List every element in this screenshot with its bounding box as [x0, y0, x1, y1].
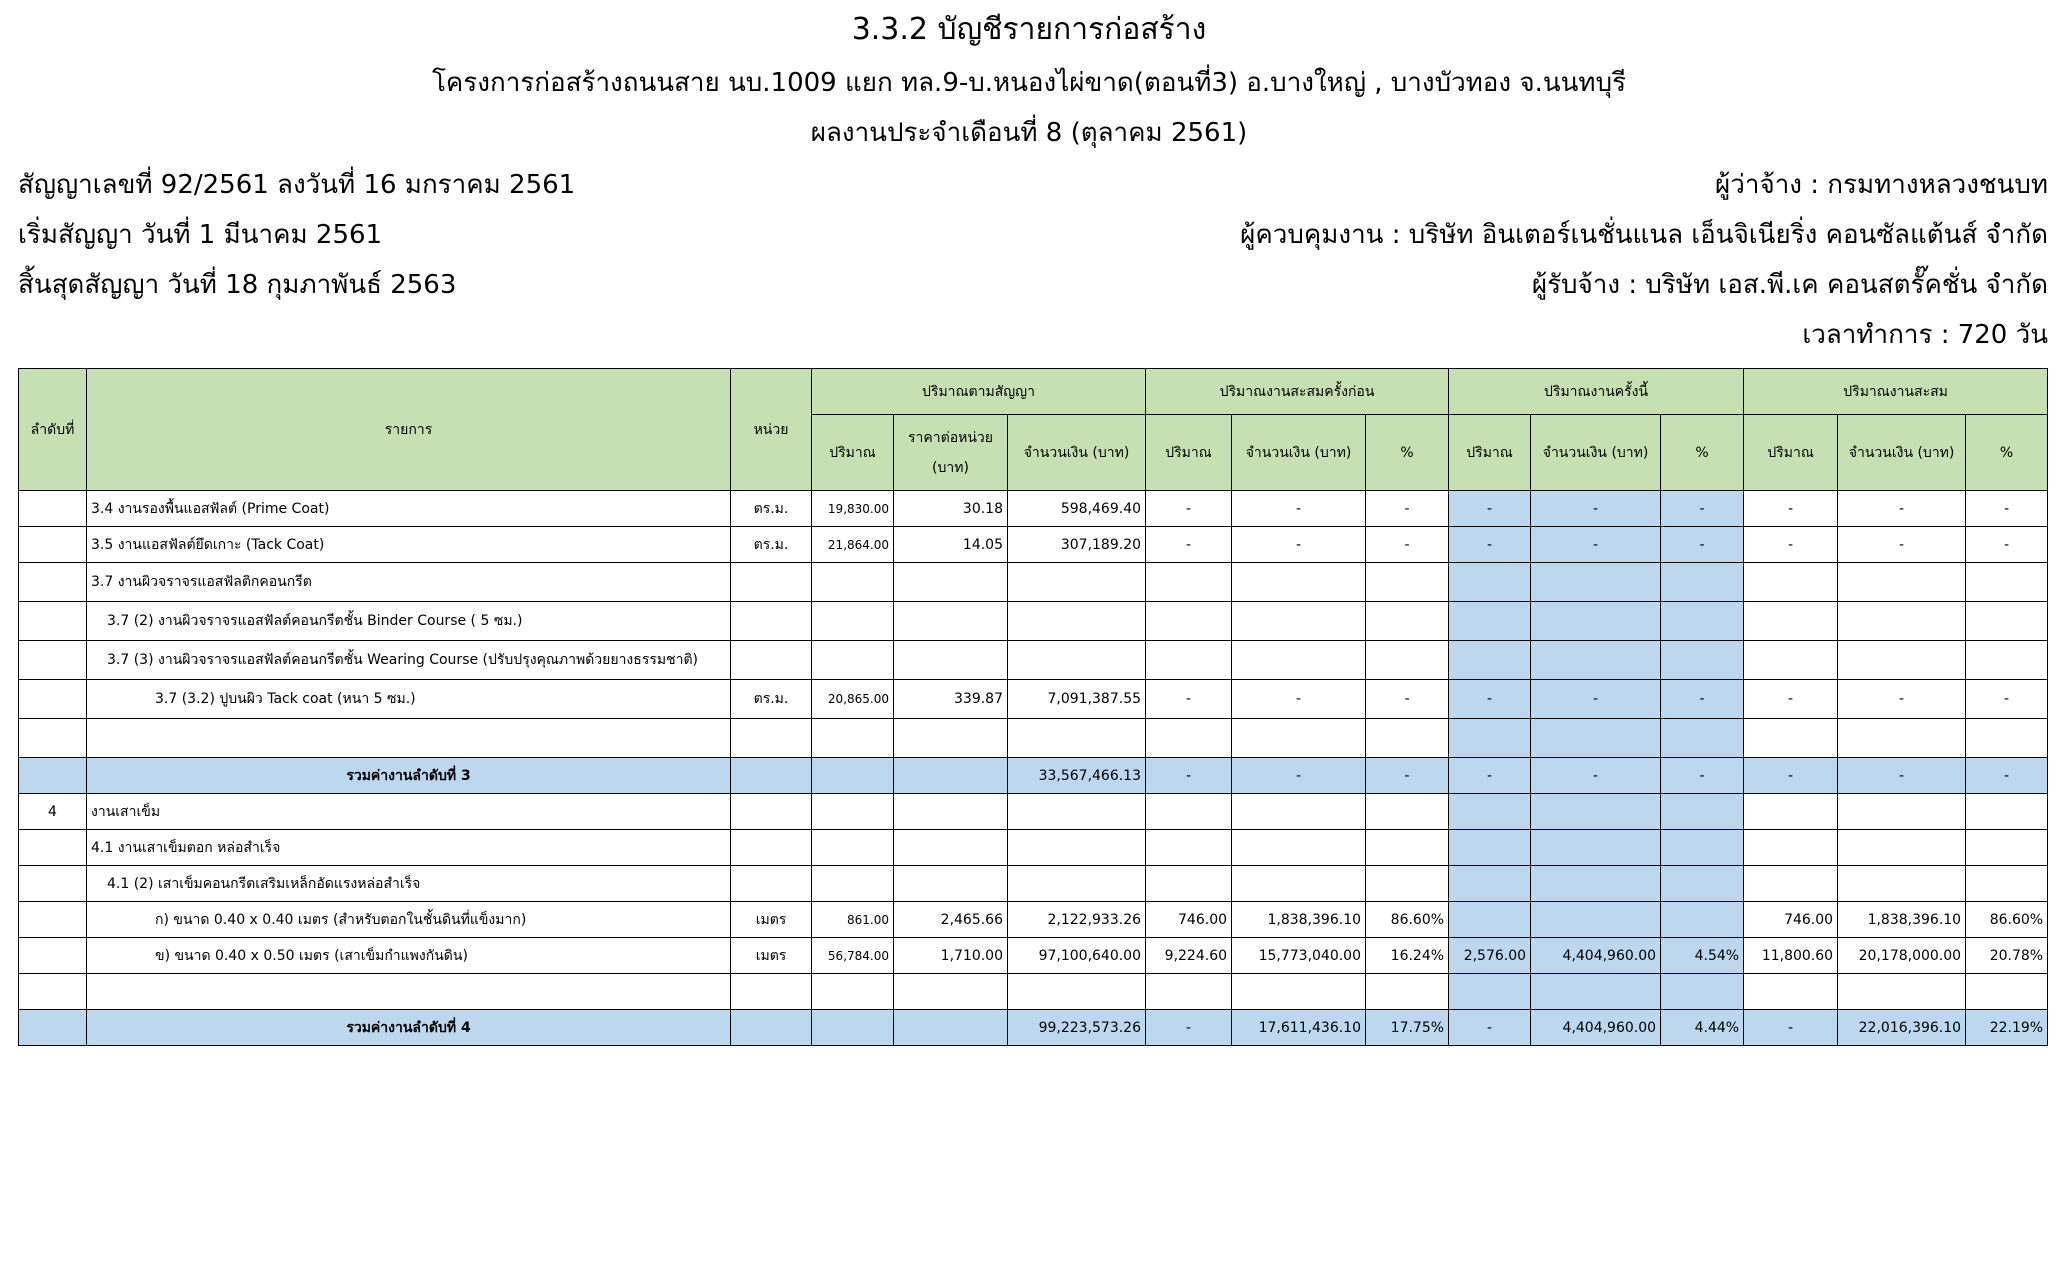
current-pct: [1661, 794, 1744, 830]
row-unit: เมตร: [731, 902, 812, 938]
row-unit-price: 14.05: [894, 527, 1008, 563]
total-pct: [1966, 641, 2048, 680]
supervisor: ผู้ควบคุมงาน : บริษัท อินเตอร์เนชั่นแนล เอ็นจิเนียริ่ง คอนซัลแต้นส์ จำกัด: [1240, 220, 2048, 250]
current-amount: [1531, 974, 1661, 1010]
row-item: [87, 974, 731, 1010]
prev-qty: [1146, 866, 1232, 902]
total-qty: -: [1744, 491, 1838, 527]
row-qty: 20,865.00: [812, 680, 894, 719]
contract-end: สิ้นสุดสัญญา วันที่ 18 กุมภาพันธ์ 2563: [18, 270, 457, 300]
col-unit: หน่วย: [731, 369, 812, 491]
row-item: รวมค่างานลำดับที่ 3: [87, 758, 731, 794]
prev-pct: -: [1366, 527, 1449, 563]
row-qty: 861.00: [812, 902, 894, 938]
prev-pct: [1366, 794, 1449, 830]
row-seq: [19, 563, 87, 602]
prev-qty: 746.00: [1146, 902, 1232, 938]
current-amount: [1531, 719, 1661, 758]
total-amount: 20,178,000.00: [1838, 938, 1966, 974]
total-qty: [1744, 563, 1838, 602]
current-pct: -: [1661, 680, 1744, 719]
row-amount: 33,567,466.13: [1008, 758, 1146, 794]
prev-pct: 86.60%: [1366, 902, 1449, 938]
total-pct: -: [1966, 491, 2048, 527]
row-amount: 307,189.20: [1008, 527, 1146, 563]
row-unit: [731, 563, 812, 602]
col-unit-price: ราคาต่อหน่วย (บาท): [894, 415, 1008, 491]
table-row: [19, 830, 2048, 866]
row-unit: [731, 794, 812, 830]
row-unit: ตร.ม.: [731, 527, 812, 563]
total-amount: [1838, 866, 1966, 902]
table-row: [19, 641, 2048, 680]
total-qty: [1744, 641, 1838, 680]
prev-amount: 15,773,040.00: [1232, 938, 1366, 974]
report-period: ผลงานประจำเดือนที่ 8 (ตุลาคม 2561): [810, 118, 1248, 148]
total-pct: 86.60%: [1966, 902, 2048, 938]
row-amount: 97,100,640.00: [1008, 938, 1146, 974]
total-pct: [1966, 719, 2048, 758]
current-qty: [1449, 974, 1531, 1010]
current-amount: -: [1531, 491, 1661, 527]
col-pct: %: [1966, 415, 2048, 491]
prev-pct: [1366, 866, 1449, 902]
prev-amount: [1232, 794, 1366, 830]
row-amount: [1008, 794, 1146, 830]
current-amount: -: [1531, 680, 1661, 719]
row-unit-price: [894, 830, 1008, 866]
group-contract: ปริมาณตามสัญญา: [812, 369, 1146, 415]
row-seq: [19, 527, 87, 563]
row-unit-price: [894, 719, 1008, 758]
total-pct: [1966, 794, 2048, 830]
total-qty: -: [1744, 758, 1838, 794]
row-unit-price: 2,465.66: [894, 902, 1008, 938]
row-amount: [1008, 830, 1146, 866]
row-unit: [731, 1010, 812, 1046]
prev-pct: -: [1366, 758, 1449, 794]
table-row: [19, 680, 2048, 719]
current-pct: [1661, 563, 1744, 602]
row-unit: [731, 830, 812, 866]
total-amount: -: [1838, 527, 1966, 563]
current-qty: [1449, 719, 1531, 758]
current-pct: [1661, 641, 1744, 680]
row-seq: [19, 680, 87, 719]
row-item: [87, 719, 731, 758]
total-amount: [1838, 794, 1966, 830]
total-qty: 11,800.60: [1744, 938, 1838, 974]
current-qty: [1449, 641, 1531, 680]
row-unit: [731, 866, 812, 902]
contract-start: เริ่มสัญญา วันที่ 1 มีนาคม 2561: [18, 220, 383, 250]
total-pct: -: [1966, 527, 2048, 563]
prev-pct: [1366, 641, 1449, 680]
current-amount: 4,404,960.00: [1531, 1010, 1661, 1046]
row-seq: [19, 602, 87, 641]
row-unit-price: 1,710.00: [894, 938, 1008, 974]
current-qty: -: [1449, 758, 1531, 794]
prev-qty: -: [1146, 758, 1232, 794]
row-amount: [1008, 866, 1146, 902]
col-amount: จำนวนเงิน (บาท): [1531, 415, 1661, 491]
prev-qty: -: [1146, 1010, 1232, 1046]
row-item: 3.7 (3.2) ปูบนผิว Tack coat (หนา 5 ซม.): [87, 680, 731, 719]
table-row: [19, 719, 2048, 758]
col-seq: ลำดับที่: [19, 369, 87, 491]
group-prev: ปริมาณงานสะสมครั้งก่อน: [1146, 369, 1449, 415]
prev-amount: 17,611,436.10: [1232, 1010, 1366, 1046]
row-unit-price: [894, 866, 1008, 902]
total-qty: [1744, 794, 1838, 830]
row-qty: 56,784.00: [812, 938, 894, 974]
row-item: งานเสาเข็ม: [87, 794, 731, 830]
row-qty: [812, 830, 894, 866]
current-pct: -: [1661, 527, 1744, 563]
row-item: รวมค่างานลำดับที่ 4: [87, 1010, 731, 1046]
row-amount: [1008, 974, 1146, 1010]
current-amount: -: [1531, 527, 1661, 563]
current-pct: [1661, 866, 1744, 902]
total-pct: -: [1966, 758, 2048, 794]
row-unit-price: [894, 794, 1008, 830]
current-amount: 4,404,960.00: [1531, 938, 1661, 974]
total-qty: 746.00: [1744, 902, 1838, 938]
prev-amount: -: [1232, 680, 1366, 719]
total-pct: [1966, 602, 2048, 641]
prev-pct: [1366, 830, 1449, 866]
row-seq: [19, 641, 87, 680]
total-pct: [1966, 830, 2048, 866]
row-item: 3.7 งานผิวจราจรแอสฟัลติกคอนกรีต: [87, 563, 731, 602]
row-unit: เมตร: [731, 938, 812, 974]
row-seq: [19, 491, 87, 527]
current-qty: -: [1449, 1010, 1531, 1046]
col-item: รายการ: [87, 369, 731, 491]
total-qty: -: [1744, 527, 1838, 563]
row-seq: [19, 719, 87, 758]
prev-pct: [1366, 563, 1449, 602]
row-item: 4.1 (2) เสาเข็มคอนกรีตเสริมเหล็กอัดแรงหล่อสำเร็จ: [87, 866, 731, 902]
row-unit-price: [894, 758, 1008, 794]
current-pct: [1661, 719, 1744, 758]
prev-qty: [1146, 641, 1232, 680]
row-item: ก) ขนาด 0.40 x 0.40 เมตร (สำหรับตอกในชั้นดินที่แข็งมาก): [87, 902, 731, 938]
prev-amount: [1232, 602, 1366, 641]
row-unit: [731, 758, 812, 794]
col-qty: ปริมาณ: [1449, 415, 1531, 491]
total-amount: [1838, 563, 1966, 602]
current-qty: [1449, 902, 1531, 938]
row-amount: 99,223,573.26: [1008, 1010, 1146, 1046]
row-unit: ตร.ม.: [731, 491, 812, 527]
col-pct: %: [1661, 415, 1744, 491]
current-pct: [1661, 602, 1744, 641]
subtotal-row: [19, 758, 2048, 794]
prev-pct: [1366, 602, 1449, 641]
row-unit-price: [894, 1010, 1008, 1046]
prev-pct: [1366, 719, 1449, 758]
row-unit: [731, 641, 812, 680]
row-seq: [19, 758, 87, 794]
col-qty: ปริมาณ: [812, 415, 894, 491]
row-qty: [812, 794, 894, 830]
page-title: 3.3.2 บัญชีรายการก่อสร้าง: [851, 12, 1207, 47]
table-row: [19, 602, 2048, 641]
total-amount: 1,838,396.10: [1838, 902, 1966, 938]
row-qty: [812, 758, 894, 794]
prev-qty: [1146, 830, 1232, 866]
total-pct: [1966, 563, 2048, 602]
total-amount: -: [1838, 758, 1966, 794]
current-amount: [1531, 830, 1661, 866]
row-item: 3.5 งานแอสฟัลต์ยึดเกาะ (Tack Coat): [87, 527, 731, 563]
row-seq: [19, 938, 87, 974]
prev-qty: [1146, 719, 1232, 758]
work-duration: เวลาทำการ : 720 วัน: [1802, 320, 2048, 350]
total-pct: [1966, 866, 2048, 902]
current-amount: [1531, 563, 1661, 602]
row-qty: 19,830.00: [812, 491, 894, 527]
row-item: 4.1 งานเสาเข็มตอก หล่อสำเร็จ: [87, 830, 731, 866]
current-pct: [1661, 974, 1744, 1010]
current-qty: -: [1449, 491, 1531, 527]
current-amount: -: [1531, 758, 1661, 794]
row-unit-price: [894, 641, 1008, 680]
current-amount: [1531, 602, 1661, 641]
row-qty: 21,864.00: [812, 527, 894, 563]
prev-qty: -: [1146, 491, 1232, 527]
group-current: ปริมาณงานครั้งนี้: [1449, 369, 1744, 415]
prev-qty: [1146, 794, 1232, 830]
bill-of-quantities-table: [18, 368, 2048, 1046]
current-pct: 4.54%: [1661, 938, 1744, 974]
current-qty: [1449, 602, 1531, 641]
row-unit-price: [894, 974, 1008, 1010]
current-amount: [1531, 902, 1661, 938]
row-amount: [1008, 563, 1146, 602]
prev-amount: [1232, 830, 1366, 866]
prev-amount: [1232, 719, 1366, 758]
current-qty: [1449, 563, 1531, 602]
total-qty: -: [1744, 1010, 1838, 1046]
row-amount: [1008, 641, 1146, 680]
total-qty: -: [1744, 680, 1838, 719]
col-amount: จำนวนเงิน (บาท): [1008, 415, 1146, 491]
employer: ผู้ว่าจ้าง : กรมทางหลวงชนบท: [1715, 170, 2048, 200]
row-qty: [812, 719, 894, 758]
total-pct: [1966, 974, 2048, 1010]
total-amount: [1838, 830, 1966, 866]
total-qty: [1744, 719, 1838, 758]
row-qty: [812, 641, 894, 680]
current-amount: [1531, 794, 1661, 830]
row-amount: 2,122,933.26: [1008, 902, 1146, 938]
row-qty: [812, 974, 894, 1010]
prev-amount: [1232, 641, 1366, 680]
row-qty: [812, 563, 894, 602]
total-amount: -: [1838, 491, 1966, 527]
table-row: [19, 527, 2048, 563]
current-qty: 2,576.00: [1449, 938, 1531, 974]
row-qty: [812, 1010, 894, 1046]
row-seq: [19, 866, 87, 902]
row-seq: 4: [19, 794, 87, 830]
row-unit-price: 339.87: [894, 680, 1008, 719]
prev-amount: [1232, 563, 1366, 602]
total-amount: [1838, 974, 1966, 1010]
table-row: [19, 866, 2048, 902]
table-row: [19, 938, 2048, 974]
total-amount: -: [1838, 680, 1966, 719]
table-row: [19, 974, 2048, 1010]
subtotal-row: [19, 1010, 2048, 1046]
current-qty: [1449, 830, 1531, 866]
current-pct: -: [1661, 758, 1744, 794]
current-amount: [1531, 641, 1661, 680]
total-qty: [1744, 602, 1838, 641]
row-unit: [731, 719, 812, 758]
row-seq: [19, 974, 87, 1010]
current-qty: [1449, 794, 1531, 830]
table-row: [19, 902, 2048, 938]
row-amount: [1008, 719, 1146, 758]
row-item: 3.7 (3) งานผิวจราจรแอสฟัลต์คอนกรีตชั้น Wearing Course (ปรับปรุงคุณภาพด้วยยางธรรมชาติ): [87, 641, 731, 680]
prev-amount: 1,838,396.10: [1232, 902, 1366, 938]
col-amount: จำนวนเงิน (บาท): [1232, 415, 1366, 491]
row-amount: [1008, 602, 1146, 641]
total-qty: [1744, 866, 1838, 902]
contractor: ผู้รับจ้าง : บริษัท เอส.พี.เค คอนสตรั๊คชั่น จำกัด: [1531, 270, 2048, 300]
prev-amount: -: [1232, 527, 1366, 563]
total-amount: 22,016,396.10: [1838, 1010, 1966, 1046]
row-unit-price: [894, 563, 1008, 602]
total-pct: -: [1966, 680, 2048, 719]
row-item: ข) ขนาด 0.40 x 0.50 เมตร (เสาเข็มกำแพงกันดิน): [87, 938, 731, 974]
prev-pct: -: [1366, 491, 1449, 527]
prev-qty: [1146, 974, 1232, 1010]
row-item: 3.4 งานรองพื้นแอสฟัลต์ (Prime Coat): [87, 491, 731, 527]
project-name: โครงการก่อสร้างถนนสาย นบ.1009 แยก ทล.9-บ.หนองไผ่ขาด(ตอนที่3) อ.บางใหญ่ , บางบัวทอง จ.นนทบุรี: [431, 68, 1627, 98]
row-qty: [812, 866, 894, 902]
prev-qty: 9,224.60: [1146, 938, 1232, 974]
prev-qty: -: [1146, 527, 1232, 563]
current-pct: [1661, 830, 1744, 866]
prev-amount: [1232, 974, 1366, 1010]
table-row: [19, 563, 2048, 602]
current-qty: [1449, 866, 1531, 902]
current-qty: -: [1449, 527, 1531, 563]
col-qty: ปริมาณ: [1744, 415, 1838, 491]
total-pct: 20.78%: [1966, 938, 2048, 974]
total-amount: [1838, 719, 1966, 758]
prev-qty: [1146, 602, 1232, 641]
prev-qty: [1146, 563, 1232, 602]
group-total: ปริมาณงานสะสม: [1744, 369, 2048, 415]
row-qty: [812, 602, 894, 641]
total-pct: 22.19%: [1966, 1010, 2048, 1046]
prev-qty: -: [1146, 680, 1232, 719]
row-amount: 7,091,387.55: [1008, 680, 1146, 719]
total-qty: [1744, 974, 1838, 1010]
current-qty: -: [1449, 680, 1531, 719]
table-row: [19, 491, 2048, 527]
row-item: 3.7 (2) งานผิวจราจรแอสฟัลต์คอนกรีตชั้น Binder Course ( 5 ซม.): [87, 602, 731, 641]
row-seq: [19, 902, 87, 938]
current-pct: 4.44%: [1661, 1010, 1744, 1046]
total-amount: [1838, 641, 1966, 680]
current-amount: [1531, 866, 1661, 902]
prev-pct: [1366, 974, 1449, 1010]
table-row: [19, 794, 2048, 830]
row-unit-price: [894, 602, 1008, 641]
current-pct: -: [1661, 491, 1744, 527]
contract-number: สัญญาเลขที่ 92/2561 ลงวันที่ 16 มกราคม 2561: [18, 170, 576, 200]
prev-pct: 16.24%: [1366, 938, 1449, 974]
row-seq: [19, 830, 87, 866]
row-seq: [19, 1010, 87, 1046]
row-unit: [731, 602, 812, 641]
col-pct: %: [1366, 415, 1449, 491]
total-amount: [1838, 602, 1966, 641]
total-qty: [1744, 830, 1838, 866]
prev-amount: -: [1232, 758, 1366, 794]
prev-pct: 17.75%: [1366, 1010, 1449, 1046]
prev-amount: -: [1232, 491, 1366, 527]
current-pct: [1661, 902, 1744, 938]
row-unit-price: 30.18: [894, 491, 1008, 527]
prev-amount: [1232, 866, 1366, 902]
col-qty: ปริมาณ: [1146, 415, 1232, 491]
prev-pct: -: [1366, 680, 1449, 719]
col-amount: จำนวนเงิน (บาท): [1838, 415, 1966, 491]
row-amount: 598,469.40: [1008, 491, 1146, 527]
row-unit: ตร.ม.: [731, 680, 812, 719]
row-unit: [731, 974, 812, 1010]
